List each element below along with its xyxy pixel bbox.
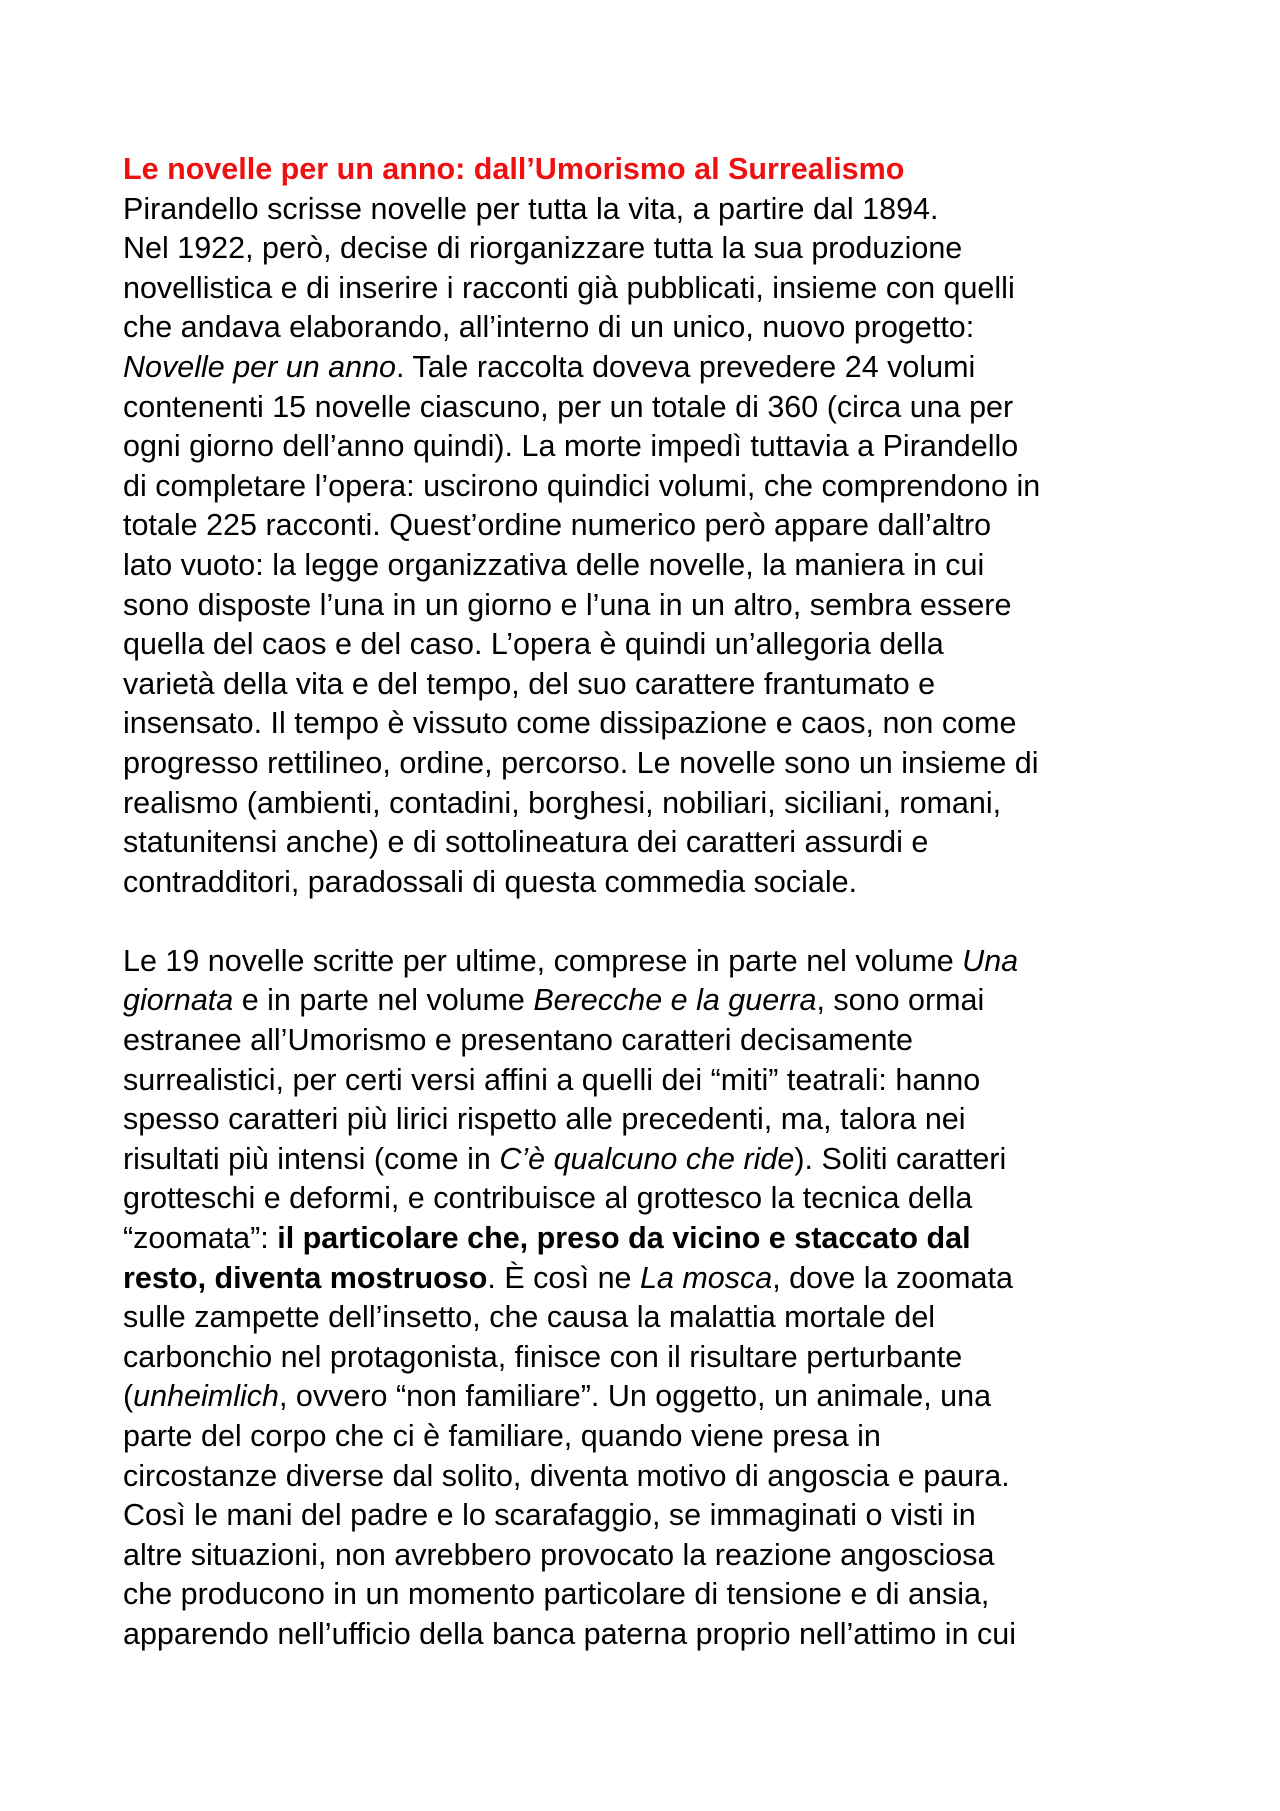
text-span: Le 19 novelle scritte per ultime, comprese in parte nel volume xyxy=(123,943,963,978)
text-line: grotteschi e deformi, e contribuisce al grottesco la tecnica della xyxy=(123,1181,973,1216)
text-line xyxy=(123,1219,1183,1259)
text-line: lato vuoto: la legge organizzativa delle novelle, la maniera in cui xyxy=(123,547,985,582)
text-span: , dove la zoomata xyxy=(772,1260,1013,1295)
text-line: surrealistici, per certi versi affini a quelli dei “miti” teatrali: hanno xyxy=(123,1062,981,1097)
text-line: sulle zampette dell’insetto, che causa la malattia mortale del xyxy=(123,1300,936,1335)
text-line: che producono in un momento particolare di tensione e di ansia, xyxy=(123,1577,990,1612)
text-span: , ovvero “non familiare”. Un oggetto, un animale, una xyxy=(278,1379,992,1414)
text-line xyxy=(123,981,1183,1021)
text-span: . Tale raccolta doveva prevedere 24 volumi xyxy=(396,349,976,384)
book-title-c-e-qualcuno-che-ride: C’è qualcuno che ride xyxy=(499,1141,795,1176)
text-span: , sono ormai xyxy=(816,983,985,1018)
text-line: estranee all’Umorismo e presentano caratteri decisamente xyxy=(123,1023,913,1058)
book-title-la-mosca: La mosca xyxy=(639,1260,773,1295)
text-line: insensato. Il tempo è vissuto come dissipazione e caos, non come xyxy=(123,706,1017,741)
text-line: totale 225 racconti. Quest’ordine numerico però appare dall’altro xyxy=(123,508,992,543)
text-line: ogni giorno dell’anno quindi). La morte impedì tuttavia a Pirandello xyxy=(123,429,1019,464)
text-line xyxy=(123,348,1183,388)
text-line: varietà della vita e del tempo, del suo carattere frantumato e xyxy=(123,666,936,701)
text-line: parte del corpo che ci è familiare, quando viene presa in xyxy=(123,1419,881,1453)
text-line: apparendo nell’ufficio della banca paterna proprio nell’attimo in cui xyxy=(123,1616,1016,1651)
text-line: che andava elaborando, all’interno di un unico, nuovo progetto: xyxy=(123,310,975,345)
text-line: progresso rettilineo, ordine, percorso. Le novelle sono un insieme di xyxy=(123,745,1039,780)
bold-emphasis: il particolare che, preso da vicino e staccato dal xyxy=(277,1221,971,1256)
bold-emphasis: resto, diventa mostruoso xyxy=(123,1260,488,1295)
text-line: carbonchio nel protagonista, finisce con il risultare perturbante xyxy=(123,1339,963,1374)
text-line xyxy=(123,1377,1183,1417)
text-line: circostanze diverse dal solito, diventa motivo di angoscia e paura. xyxy=(123,1458,1010,1493)
paragraph-spacer xyxy=(123,902,1183,942)
text-line: Così le mani del padre e lo scarafaggio, se immaginati o visti in xyxy=(123,1498,976,1533)
text-line: contenenti 15 novelle ciascuno, per un totale di 360 (circa una per xyxy=(123,389,1014,424)
text-line xyxy=(123,1259,1183,1299)
document-title-text: Le novelle per un anno: dall’Umorismo al Surrealismo xyxy=(123,152,905,186)
text-line: novellistica e di inserire i racconti già pubblicati, insieme con quelli xyxy=(123,270,1015,305)
text-line xyxy=(123,942,1183,982)
document-title xyxy=(123,150,1183,190)
text-line: sono disposte l’una in un giorno e l’una in un altro, sembra essere xyxy=(123,587,1012,622)
text-span: . È così ne xyxy=(487,1260,640,1295)
book-title-una-giornata-cont: giornata xyxy=(123,983,234,1018)
text-line: statunitensi anche) e di sottolineatura dei caratteri assurdi e xyxy=(123,825,929,860)
text-line: di completare l’opera: uscirono quindici volumi, che comprendono in xyxy=(123,468,1041,503)
text-span: risultati più intensi (come in xyxy=(123,1141,500,1176)
text-line: quella del caos e del caso. L’opera è quindi un’allegoria della xyxy=(123,627,944,662)
term-unheimlich: unheimlich xyxy=(133,1379,279,1414)
text-line: realismo (ambienti, contadini, borghesi, nobiliari, siciliani, romani, xyxy=(123,785,1002,820)
text-line: Nel 1922, però, decise di riorganizzare tutta la sua produzione xyxy=(123,231,963,266)
text-span: e in parte nel volume xyxy=(233,983,534,1018)
book-title-novelle-per-un-anno: Novelle per un anno xyxy=(123,349,396,384)
text-line: altre situazioni, non avrebbero provocato la reazione angosciosa xyxy=(123,1537,995,1572)
book-title-berecche: Berecche e la guerra xyxy=(533,983,817,1018)
text-line xyxy=(123,1140,1183,1180)
paragraph-1 xyxy=(123,190,1183,903)
text-line: spesso caratteri più lirici rispetto alle precedenti, ma, talora nei xyxy=(123,1102,966,1137)
text-span: ( xyxy=(123,1379,134,1414)
text-span: ). Soliti caratteri xyxy=(794,1141,1007,1176)
text-line: contradditori, paradossali di questa commedia sociale. xyxy=(123,864,858,899)
document-body xyxy=(123,150,1183,1655)
paragraph-2 xyxy=(123,942,1183,1655)
text-line: Pirandello scrisse novelle per tutta la vita, a partire dal 1894. xyxy=(123,191,939,226)
text-span: “zoomata”: xyxy=(123,1221,278,1256)
book-title-una-giornata: Una xyxy=(962,943,1019,978)
